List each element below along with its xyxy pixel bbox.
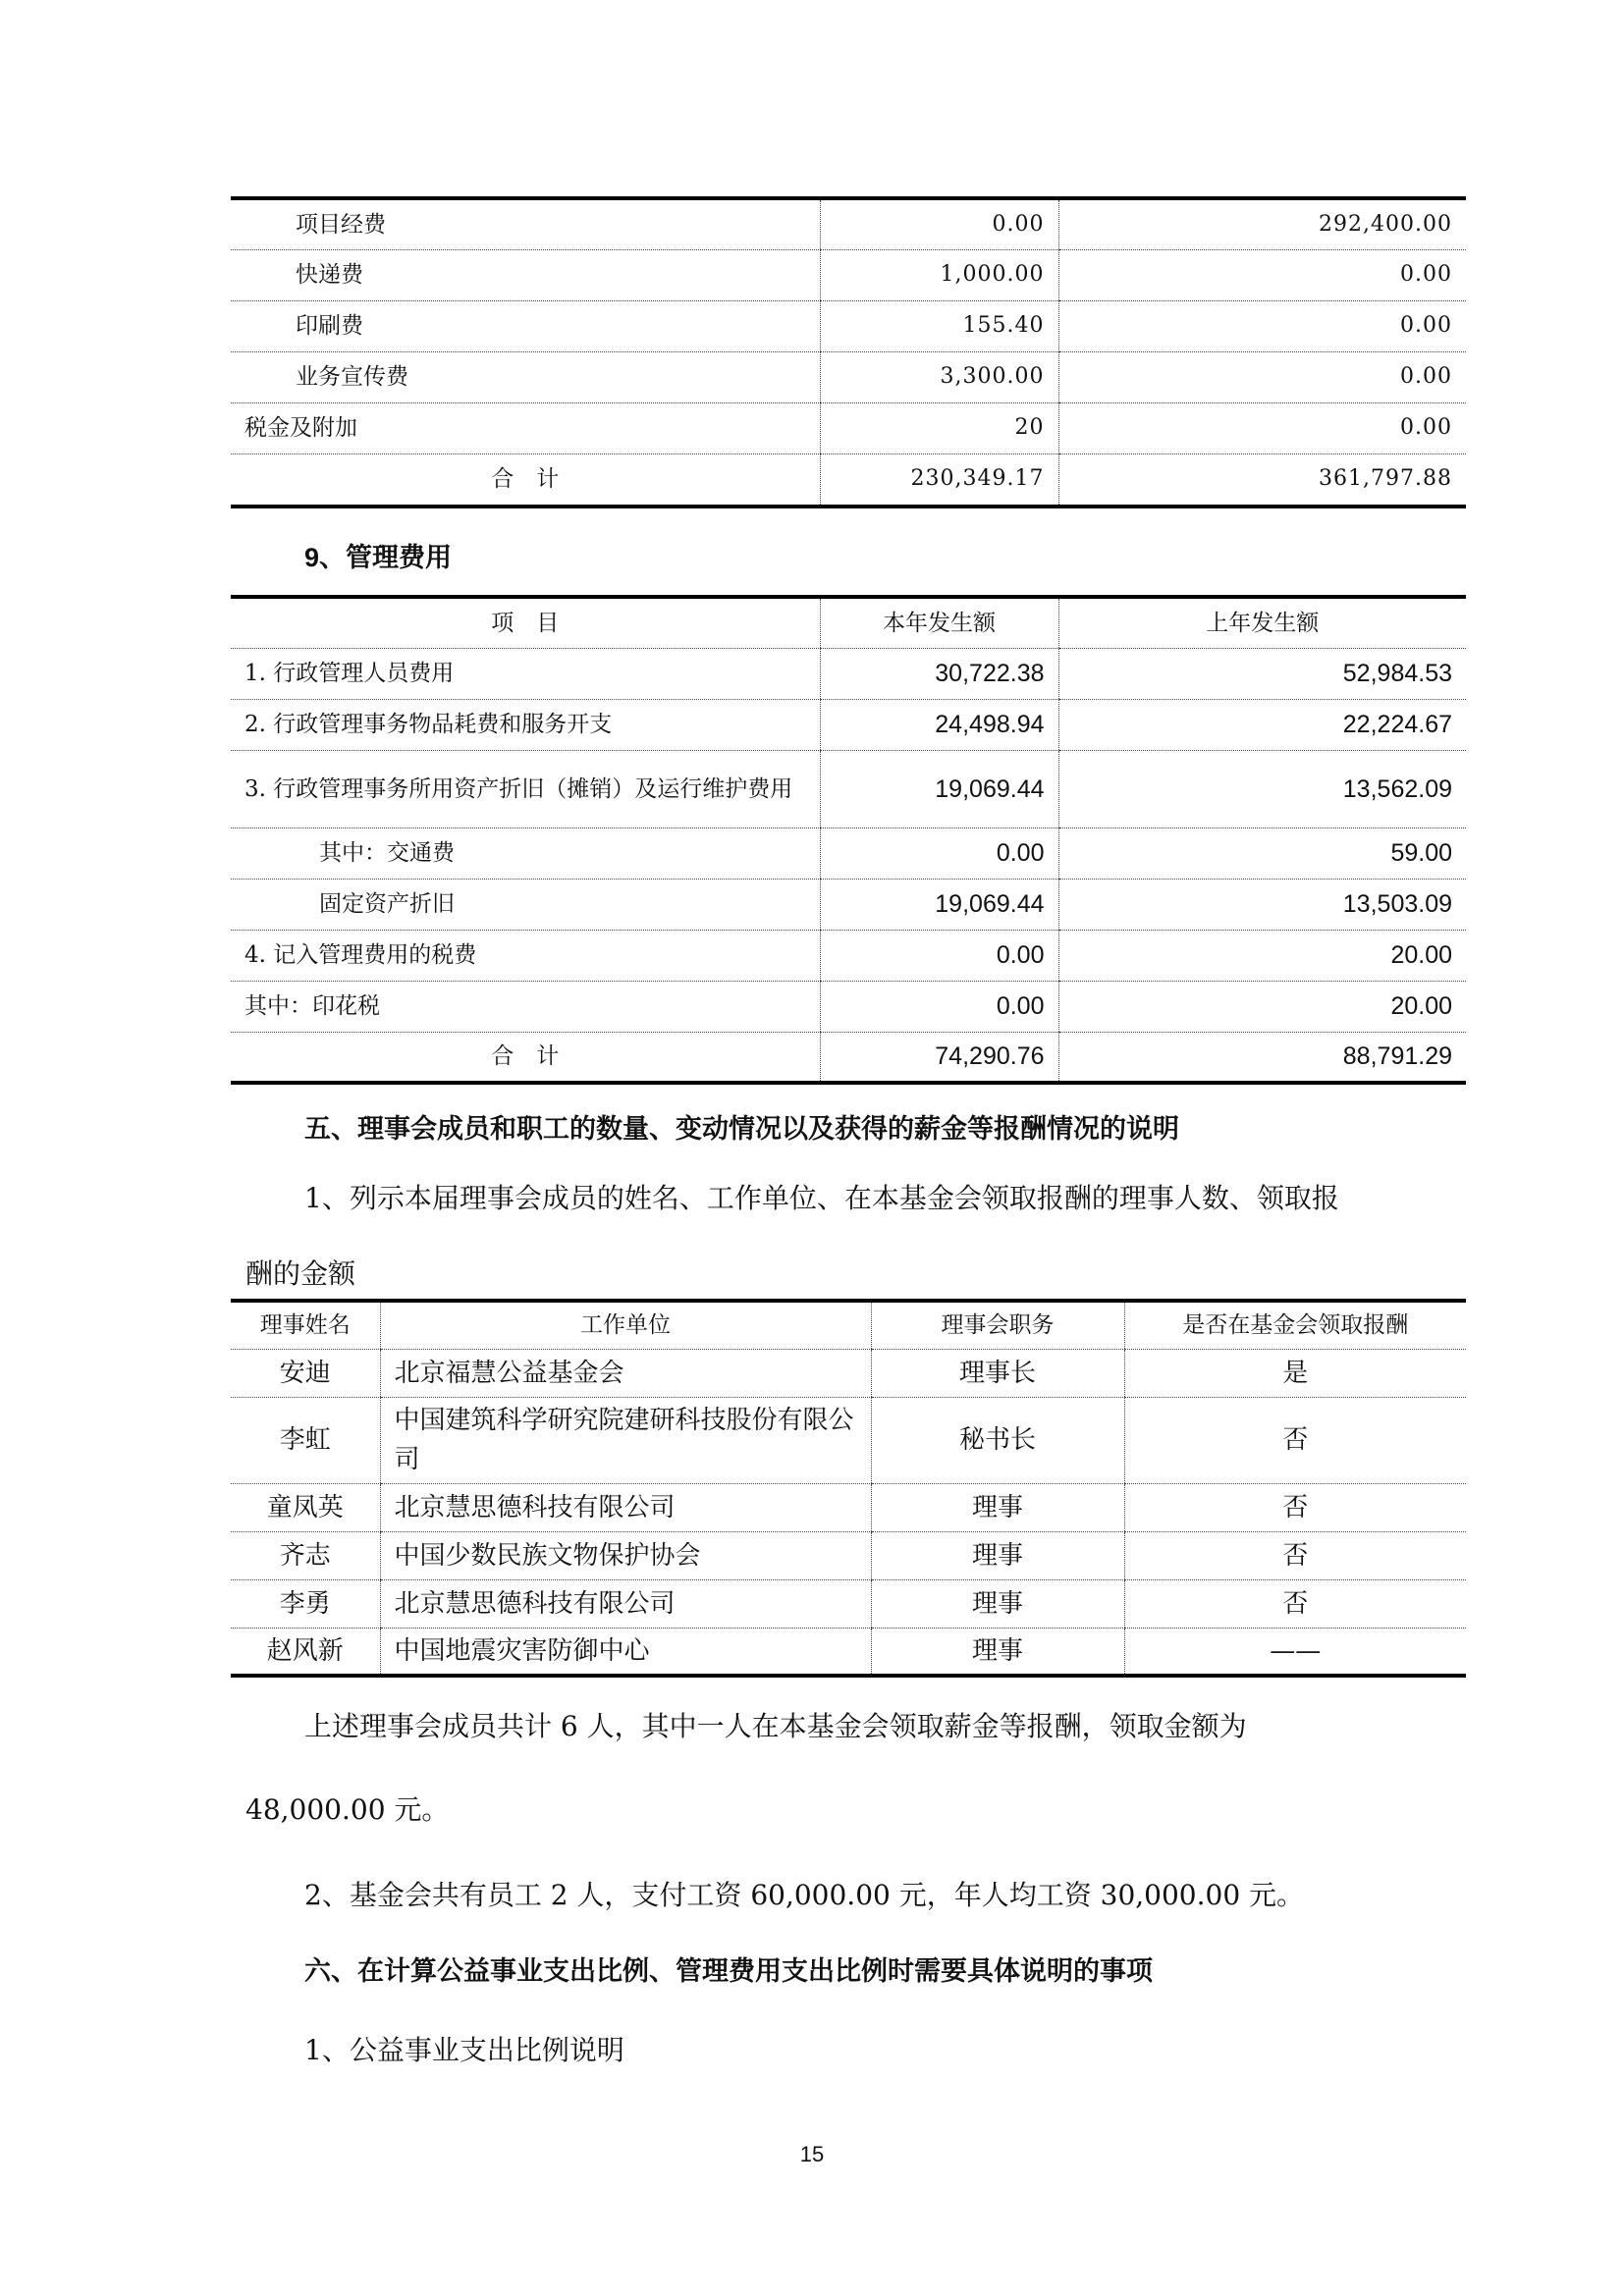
director-name: 童凤英	[231, 1483, 380, 1531]
table-row	[231, 402, 1466, 454]
previous-year-value: 52,984.53	[1058, 648, 1466, 699]
table-row	[231, 648, 1466, 699]
row-label: 印刷费	[231, 300, 820, 351]
previous-year-value: 0.00	[1058, 300, 1466, 351]
director-row	[231, 1349, 1466, 1397]
table-row	[231, 300, 1466, 351]
director-role: 理事	[871, 1531, 1124, 1579]
current-year-value: 1,000.00	[820, 249, 1058, 300]
header-item: 项 目	[231, 597, 820, 648]
total-current: 74,290.76	[820, 1032, 1058, 1083]
director-row	[231, 1397, 1466, 1483]
current-year-value: 3,300.00	[820, 351, 1058, 402]
header-unit: 工作单位	[380, 1301, 871, 1349]
header-row	[231, 1301, 1466, 1349]
table-row	[231, 198, 1466, 249]
previous-year-value: 59.00	[1058, 828, 1466, 879]
table-row	[231, 981, 1466, 1032]
row-label: 项目经费	[231, 198, 820, 249]
director-role: 理事长	[871, 1349, 1124, 1397]
current-year-value: 0.00	[820, 930, 1058, 981]
table-row	[231, 750, 1466, 828]
director-row	[231, 1628, 1466, 1676]
section-5-item-1-line-1: 1、列示本届理事会成员的姓名、工作单位、在本基金会领取报酬的理事人数、领取报	[304, 1182, 1339, 1214]
director-role: 秘书长	[871, 1397, 1124, 1483]
director-paid: 否	[1124, 1579, 1466, 1628]
staff-salary-statement: 2、基金会共有员工 2 人，支付工资 60,000.00 元，年人均工资 30,000.00 元。	[304, 1879, 1305, 1911]
total-current: 230,349.17	[820, 454, 1058, 507]
table-row	[231, 930, 1466, 981]
directors-summary-line-2: 48,000.00 元。	[245, 1793, 450, 1826]
previous-year-value: 20.00	[1058, 981, 1466, 1032]
section-5-heading: 五、理事会成员和职工的数量、变动情况以及获得的薪金等报酬情况的说明	[304, 1114, 1179, 1144]
header-paid: 是否在基金会领取报酬	[1124, 1301, 1466, 1349]
director-unit: 北京慧思德科技有限公司	[380, 1579, 871, 1628]
director-paid: 否	[1124, 1397, 1466, 1483]
current-year-value: 155.40	[820, 300, 1058, 351]
director-unit: 北京慧思德科技有限公司	[380, 1483, 871, 1531]
table-row	[231, 699, 1466, 750]
row-label: 业务宣传费	[231, 351, 820, 402]
total-label: 合 计	[491, 1043, 560, 1070]
current-year-value: 30,722.38	[820, 648, 1058, 699]
director-row	[231, 1579, 1466, 1628]
total-previous: 361,797.88	[1058, 454, 1466, 507]
director-name: 李勇	[231, 1579, 380, 1628]
previous-year-value: 22,224.67	[1058, 699, 1466, 750]
previous-year-value: 0.00	[1058, 351, 1466, 402]
header-role: 理事会职务	[871, 1301, 1124, 1349]
previous-year-value: 13,503.09	[1058, 879, 1466, 930]
director-name: 齐志	[231, 1531, 380, 1579]
previous-year-value: 0.00	[1058, 402, 1466, 454]
director-name: 李虹	[231, 1397, 380, 1483]
director-paid: ——	[1124, 1628, 1466, 1676]
total-previous: 88,791.29	[1058, 1032, 1466, 1083]
director-paid: 否	[1124, 1483, 1466, 1531]
total-row	[231, 1032, 1466, 1083]
table-row	[231, 828, 1466, 879]
current-year-value: 20	[820, 402, 1058, 454]
director-role: 理事	[871, 1628, 1124, 1676]
current-year-value: 0.00	[820, 981, 1058, 1032]
header-name: 理事姓名	[231, 1301, 380, 1349]
director-role: 理事	[871, 1579, 1124, 1628]
director-row	[231, 1483, 1466, 1531]
management-expenses-table	[231, 595, 1466, 1085]
section-9-heading: 9、管理费用	[304, 543, 453, 572]
current-year-value: 0.00	[820, 828, 1058, 879]
previous-year-value: 13,562.09	[1058, 750, 1466, 828]
director-name: 安迪	[231, 1349, 380, 1397]
director-role: 理事	[871, 1483, 1124, 1531]
current-year-value: 19,069.44	[820, 750, 1058, 828]
header-previous-year: 上年发生额	[1058, 597, 1466, 648]
total-row	[231, 454, 1466, 507]
director-unit: 中国地震灾害防御中心	[380, 1628, 871, 1676]
director-row	[231, 1531, 1466, 1579]
row-label: 其中：交通费	[231, 828, 820, 879]
row-label: 快递费	[231, 249, 820, 300]
row-label: 4. 记入管理费用的税费	[231, 930, 820, 981]
table-row	[231, 879, 1466, 930]
director-name: 赵风新	[266, 1635, 344, 1666]
current-year-value: 0.00	[820, 198, 1058, 249]
director-unit: 中国建筑科学研究院建研科技股份有限公司	[380, 1397, 871, 1483]
row-label: 2. 行政管理事务物品耗费和服务开支	[231, 699, 820, 750]
directors-summary-line-1: 上述理事会成员共计 6 人，其中一人在本基金会领取薪金等报酬，领取金额为	[304, 1710, 1247, 1742]
directors-table	[231, 1299, 1466, 1678]
row-label: 税金及附加	[231, 402, 820, 454]
row-label: 固定资产折旧	[231, 879, 820, 930]
table-row	[231, 249, 1466, 300]
previous-year-value: 0.00	[1058, 249, 1466, 300]
row-label: 3. 行政管理事务所用资产折旧（摊销）及运行维护费用	[231, 750, 820, 828]
row-label: 其中：印花税	[231, 981, 820, 1032]
director-unit: 中国少数民族文物保护协会	[380, 1531, 871, 1579]
total-label: 合 计	[491, 466, 560, 493]
previous-year-value: 292,400.00	[1058, 198, 1466, 249]
header-current-year: 本年发生额	[820, 597, 1058, 648]
director-paid: 否	[1124, 1531, 1466, 1579]
previous-year-value: 20.00	[1058, 930, 1466, 981]
header-row	[231, 597, 1466, 648]
director-paid: 是	[1124, 1349, 1466, 1397]
current-year-value: 24,498.94	[820, 699, 1058, 750]
section-6-item-1: 1、公益事业支出比例说明	[304, 2034, 624, 2066]
table-row	[231, 351, 1466, 402]
section-5-item-1-line-2: 酬的金额	[245, 1257, 356, 1290]
row-label: 1. 行政管理人员费用	[231, 648, 820, 699]
page-number: 15	[799, 2142, 825, 2166]
director-unit: 北京福慧公益基金会	[380, 1349, 871, 1397]
current-year-value: 19,069.44	[820, 879, 1058, 930]
section-6-heading: 六、在计算公益事业支出比例、管理费用支出比例时需要具体说明的事项	[304, 1956, 1153, 1986]
business-costs-table	[231, 196, 1466, 508]
